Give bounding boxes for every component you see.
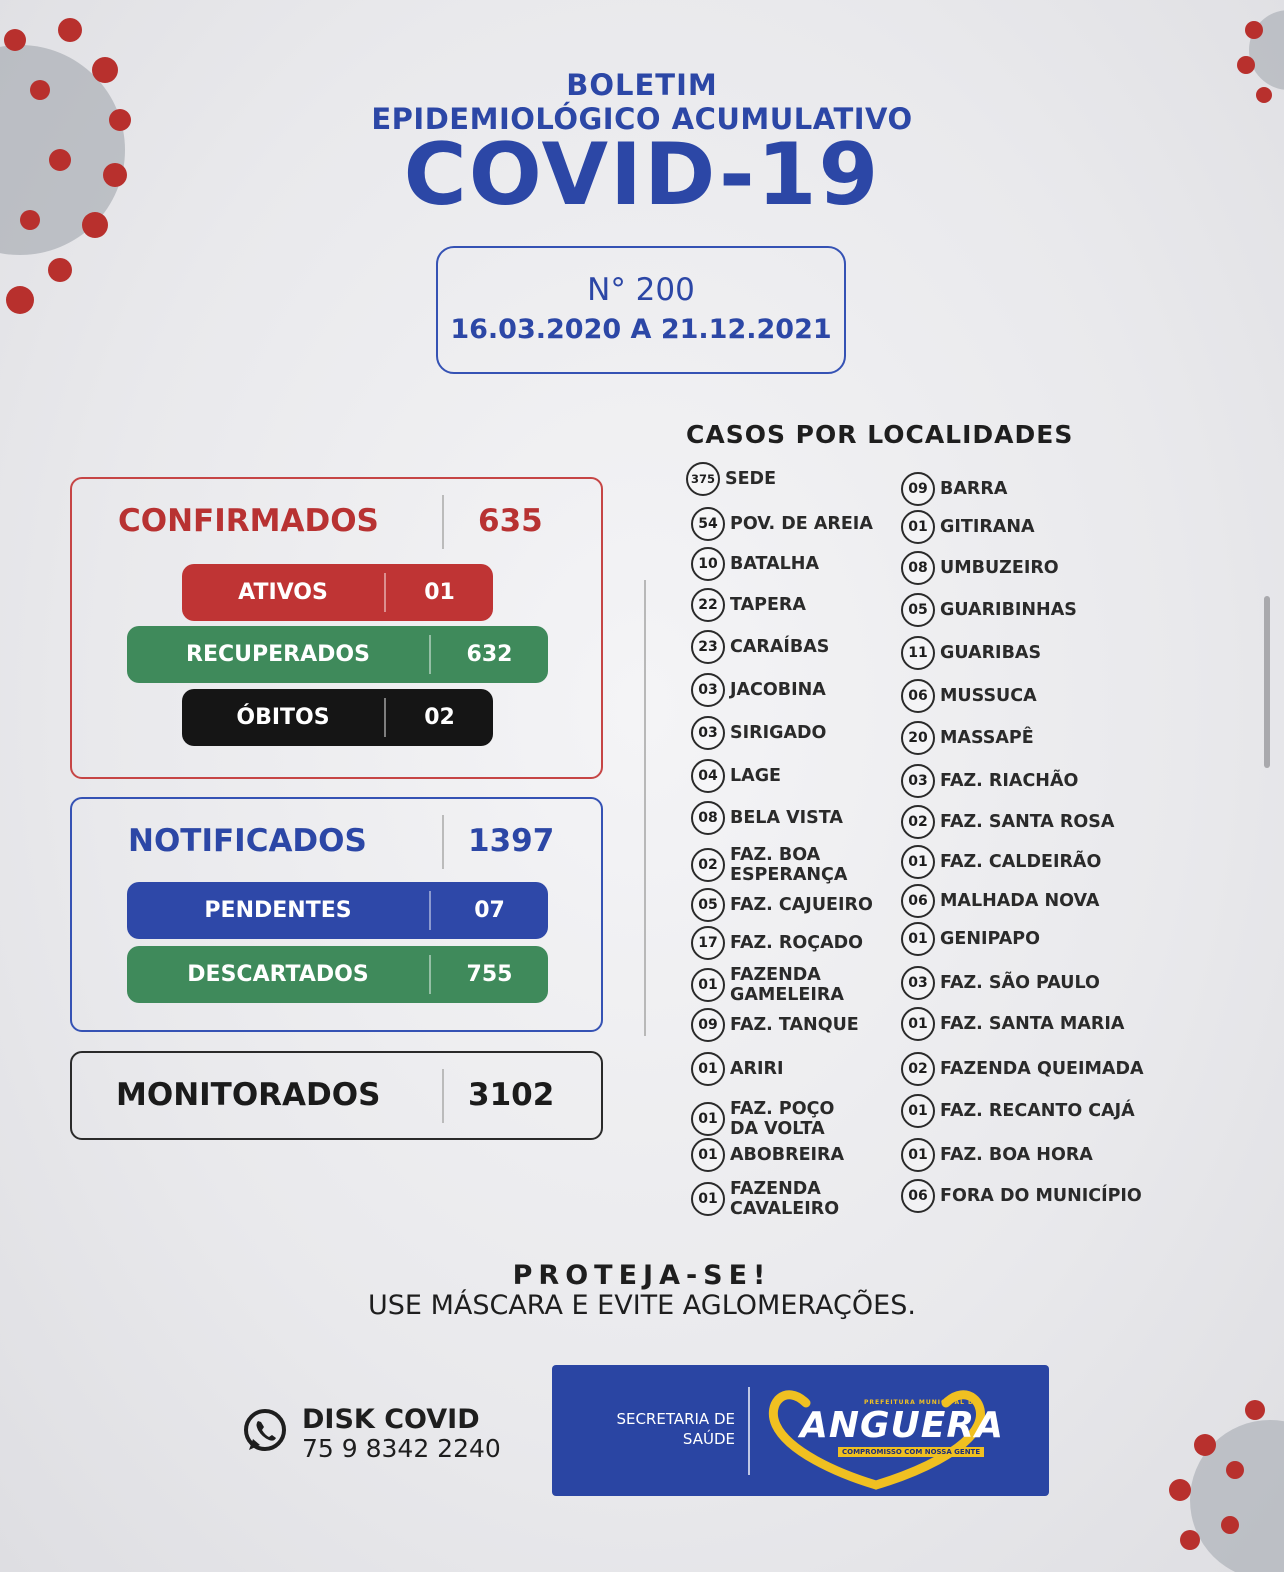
count-circle: 11: [901, 636, 935, 670]
pendentes-label: PENDENTES: [204, 898, 352, 923]
count-circle: 08: [901, 551, 935, 585]
protect-message: PROTEJA-SE!: [512, 1260, 772, 1291]
list-item: 05 FAZ. CAJUEIRO: [691, 888, 873, 922]
list-item: 02 FAZENDA QUEIMADA: [901, 1052, 1144, 1086]
recuperados-label: RECUPERADOS: [186, 642, 370, 667]
list-item: 01 FAZENDA CAVALEIRO: [691, 1179, 839, 1219]
notificados-label: NOTIFICADOS: [128, 823, 367, 859]
list-item: 22 TAPERA: [691, 588, 806, 622]
list-item: 08 UMBUZEIRO: [901, 551, 1059, 585]
list-item: 03 FAZ. SÃO PAULO: [901, 966, 1100, 1000]
count-circle: 02: [901, 1052, 935, 1086]
pendentes-value: 07: [474, 898, 505, 923]
count-circle: 06: [901, 679, 935, 713]
list-item: 04 LAGE: [691, 759, 781, 793]
count-circle: 01: [901, 1007, 935, 1041]
list-item: 05 GUARIBINHAS: [901, 593, 1077, 627]
count-circle: 02: [691, 848, 725, 882]
ativos-pill: [182, 564, 493, 621]
bulletin-number: N° 200: [587, 272, 695, 308]
obitos-label: ÓBITOS: [236, 705, 330, 730]
list-item: 54 POV. DE AREIA: [691, 507, 873, 541]
count-circle: 54: [691, 507, 725, 541]
notificados-panel: [70, 797, 603, 1032]
secretaria-label: SECRETARIA DE SAÚDE: [616, 1410, 735, 1448]
count-circle: 09: [691, 1008, 725, 1042]
count-circle: 22: [691, 588, 725, 622]
list-item: 01 ABOBREIRA: [691, 1138, 844, 1172]
list-item: 03 FAZ. RIACHÃO: [901, 764, 1078, 798]
bulletin-period: 16.03.2020 A 21.12.2021: [450, 314, 832, 345]
count-circle: 02: [901, 805, 935, 839]
count-circle: 03: [691, 673, 725, 707]
list-item: 03 JACOBINA: [691, 673, 826, 707]
list-item: 01 FAZ. BOA HORA: [901, 1138, 1093, 1172]
monitorados-value: 3102: [468, 1077, 555, 1113]
scrollbar-thumb[interactable]: [1264, 596, 1270, 768]
count-circle: 01: [901, 510, 935, 544]
descartados-pill: [127, 946, 548, 1003]
disk-covid-label: DISK COVID: [302, 1404, 480, 1435]
list-item: 23 CARAÍBAS: [691, 630, 829, 664]
descartados-label: DESCARTADOS: [187, 962, 369, 987]
list-item: 11 GUARIBAS: [901, 636, 1041, 670]
whatsapp-icon: [240, 1406, 290, 1456]
list-item: 03 SIRIGADO: [691, 716, 826, 750]
confirmados-panel: [70, 477, 603, 779]
count-circle: 06: [901, 1179, 935, 1213]
count-circle: 08: [691, 801, 725, 835]
count-circle: 01: [901, 845, 935, 879]
list-item: 09 BARRA: [901, 472, 1007, 506]
notificados-value: 1397: [468, 823, 555, 859]
list-item: 06 MUSSUCA: [901, 679, 1037, 713]
count-circle: 05: [691, 888, 725, 922]
recuperados-pill: [127, 626, 548, 683]
monitorados-panel: [70, 1051, 603, 1140]
list-item: 02 FAZ. SANTA ROSA: [901, 805, 1114, 839]
virus-illustration-bottom-right: [1160, 1390, 1284, 1572]
count-circle: 01: [691, 968, 725, 1002]
list-item: 20 MASSAPÊ: [901, 721, 1034, 755]
list-item: 01 FAZ. CALDEIRÃO: [901, 845, 1101, 879]
count-circle: 23: [691, 630, 725, 664]
list-item: 01 FAZENDA GAMELEIRA: [691, 965, 844, 1005]
ativos-value: 01: [424, 580, 455, 605]
count-circle: 03: [901, 764, 935, 798]
count-circle: 01: [691, 1052, 725, 1086]
count-circle: 01: [691, 1102, 725, 1136]
anguera-logo-text: ANGUERA: [800, 1405, 1004, 1446]
recuperados-value: 632: [466, 642, 513, 667]
count-circle: 01: [901, 1094, 935, 1128]
localidades-title: CASOS POR LOCALIDADES: [686, 420, 1074, 449]
count-circle: 01: [691, 1182, 725, 1216]
list-item: 01 ARIRI: [691, 1052, 784, 1086]
prefeitura-label: PREFEITURA MUNICIPAL DE: [864, 1399, 980, 1406]
slogan-label: COMPROMISSO COM NOSSA GENTE: [838, 1447, 984, 1457]
count-circle: 17: [691, 926, 725, 960]
list-item: 09 FAZ. TANQUE: [691, 1008, 859, 1042]
list-item: 02 FAZ. BOA ESPERANÇA: [691, 845, 847, 885]
disk-covid-phone: 75 9 8342 2240: [302, 1434, 501, 1463]
localidades-divider: [644, 580, 646, 1036]
count-circle: 01: [691, 1138, 725, 1172]
count-circle: 03: [901, 966, 935, 1000]
count-circle: 03: [691, 716, 725, 750]
list-item: 17 FAZ. ROÇADO: [691, 926, 863, 960]
header-subtitle: EPIDEMIOLÓGICO ACUMULATIVO: [371, 102, 913, 136]
mask-message: USE MÁSCARA E EVITE AGLOMERAÇÕES.: [368, 1290, 916, 1321]
count-circle: 01: [901, 1138, 935, 1172]
count-circle: 375: [686, 462, 720, 496]
pendentes-pill: [127, 882, 548, 939]
count-circle: 09: [901, 472, 935, 506]
list-item: 06 FORA DO MUNICÍPIO: [901, 1179, 1142, 1213]
list-item: 01 GITIRANA: [901, 510, 1035, 544]
confirmados-label: CONFIRMADOS: [118, 503, 379, 539]
header-boletim: BOLETIM: [566, 68, 718, 102]
count-circle: 06: [901, 884, 935, 918]
list-item: 01 FAZ. POÇO DA VOLTA: [691, 1099, 834, 1139]
count-circle: 20: [901, 721, 935, 755]
bulletin-number-box: [436, 246, 846, 374]
list-item: 375 SEDE: [686, 462, 776, 496]
list-item: 10 BATALHA: [691, 547, 819, 581]
list-item: 01 GENIPAPO: [901, 922, 1040, 956]
list-item: 08 BELA VISTA: [691, 801, 843, 835]
obitos-pill: [182, 689, 493, 746]
count-circle: 04: [691, 759, 725, 793]
count-circle: 05: [901, 593, 935, 627]
list-item: 01 FAZ. RECANTO CAJÁ: [901, 1094, 1135, 1128]
list-item: 01 FAZ. SANTA MARIA: [901, 1007, 1124, 1041]
footer-banner: [552, 1365, 1049, 1496]
ativos-label: ATIVOS: [238, 580, 328, 605]
header-title: COVID-19: [403, 125, 881, 225]
count-circle: 10: [691, 547, 725, 581]
obitos-value: 02: [424, 705, 455, 730]
count-circle: 01: [901, 922, 935, 956]
descartados-value: 755: [466, 962, 513, 987]
list-item: 06 MALHADA NOVA: [901, 884, 1099, 918]
confirmados-value: 635: [478, 503, 543, 539]
monitorados-label: MONITORADOS: [116, 1077, 381, 1113]
